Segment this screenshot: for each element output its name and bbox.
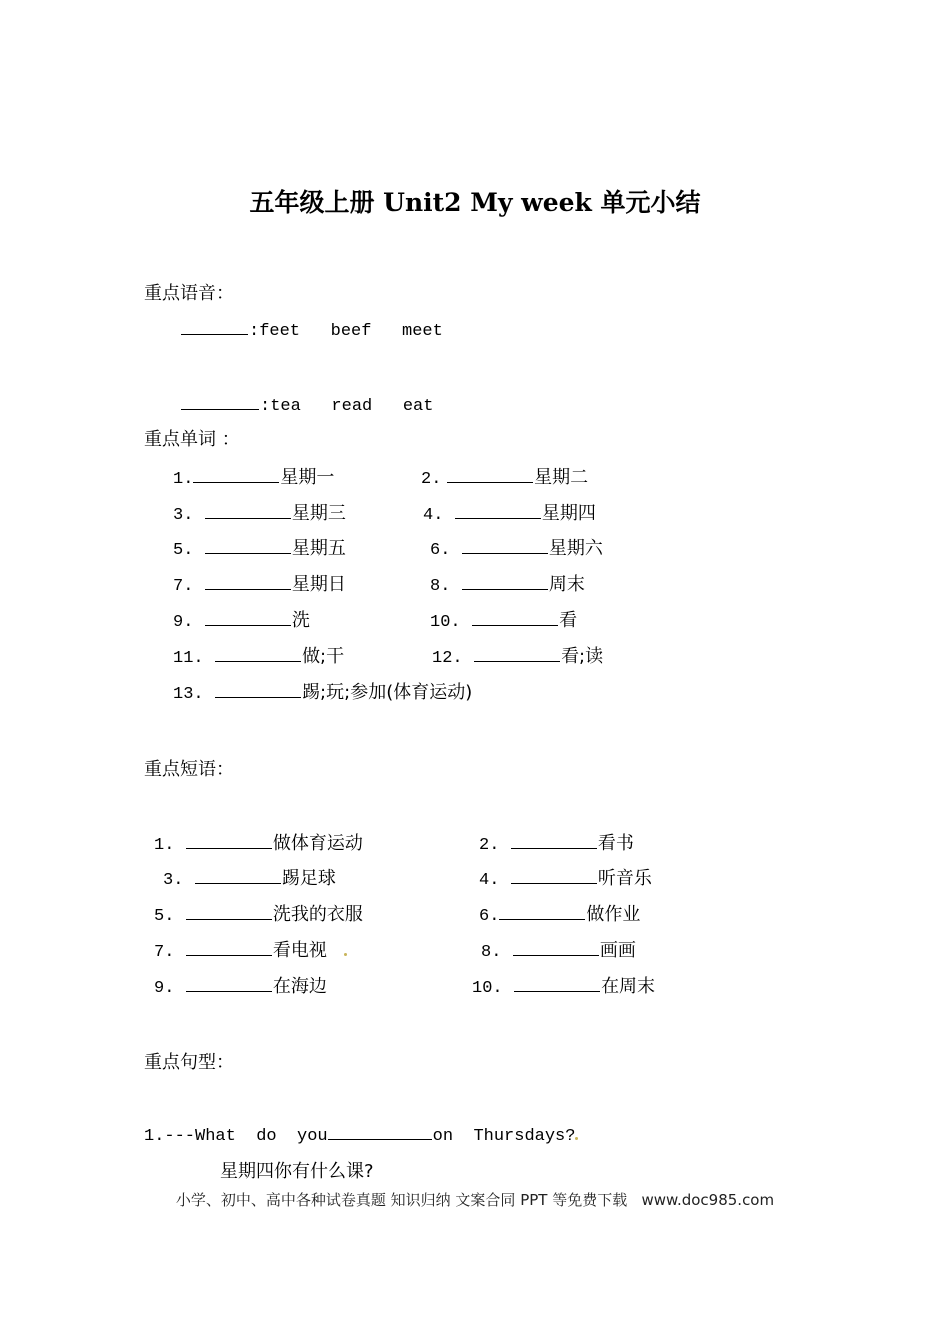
sentences-heading: 重点句型：: [144, 1052, 234, 1073]
phrase-item: 5. 洗我的衣服: [154, 904, 363, 926]
word-item: 8. 周末: [430, 574, 585, 596]
word-item: 7. 星期日: [173, 574, 346, 596]
page-title: 五年级上册 Unit2 My week 单元小结: [249, 188, 701, 217]
phonics-line: :feet beef meet: [181, 323, 443, 340]
word-item: 5. 星期五: [173, 538, 346, 560]
phrase-item: 6. 做作业: [479, 904, 641, 926]
phonics-line: :tea read eat: [181, 398, 433, 415]
stray-dot-mark: [575, 1137, 578, 1140]
words-heading: 重点单词 ：: [144, 429, 240, 450]
phrase-item: 9. 在海边: [154, 976, 327, 998]
word-item: 12. 看;读: [432, 646, 604, 668]
sentence-translation: 星期四你有什么课?: [220, 1161, 374, 1182]
word-item: 10. 看: [430, 610, 578, 632]
word-item: 6. 星期六: [430, 538, 603, 560]
word-item: 9. 洗: [173, 610, 310, 632]
word-item: 4. 星期四: [423, 503, 596, 525]
word-item: 2. 星期二: [421, 467, 589, 489]
sentence-item: 1.---What do you on Thursdays?: [144, 1128, 578, 1145]
phrase-item: 10. 在周末: [472, 976, 656, 998]
phrase-item: 4. 听音乐: [479, 868, 652, 890]
word-item: 13. 踢;玩;参加(体育运动): [173, 682, 473, 704]
phrase-item: 7. 看电视: [154, 942, 347, 961]
stray-dot-mark: [344, 953, 347, 956]
phrase-item: 3. 踢足球: [163, 868, 336, 890]
word-item: 11. 做;干: [173, 646, 345, 668]
footer-watermark: 小学、初中、高中各种试卷真题 知识归纳 文案合同 PPT 等免费下载 www.doc985.com: [175, 1191, 775, 1209]
word-item: 1. 星期一: [173, 467, 335, 489]
phrase-item: 8. 画画: [481, 940, 636, 962]
phrases-heading: 重点短语：: [144, 759, 234, 780]
phrase-item: 1. 做体育运动: [154, 833, 363, 855]
phrase-item: 2. 看书: [479, 833, 634, 855]
phonics-heading: 重点语音：: [144, 283, 234, 304]
word-item: 3. 星期三: [173, 503, 346, 525]
